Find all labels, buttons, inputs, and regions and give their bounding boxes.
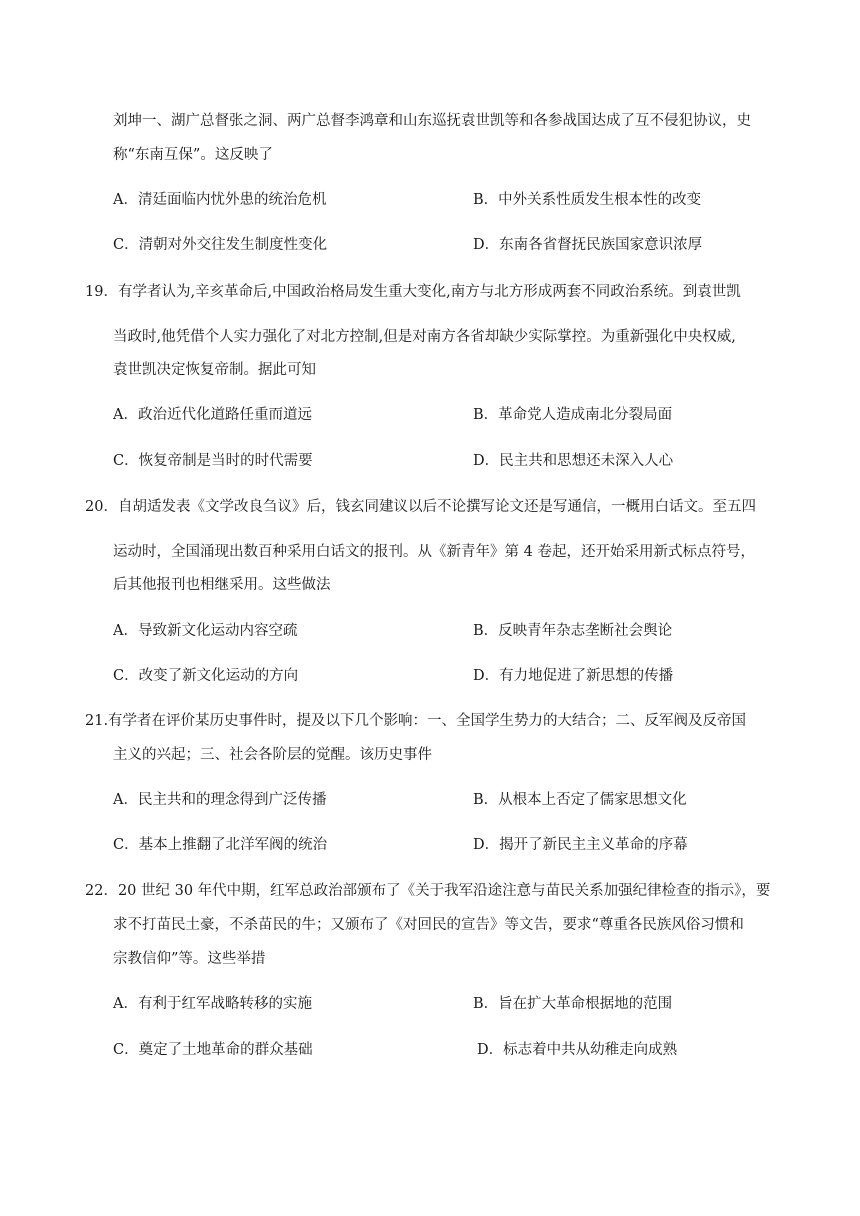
question-18-option-c: C．清朝对外交往发生制度性变化 <box>113 237 328 253</box>
question-18-option-d: D．东南各省督抚民族国家意识浓厚 <box>473 237 703 253</box>
question-19-option-c: C．恢复帝制是当时的时代需要 <box>113 453 313 469</box>
question-20-stem-line-3: 后其他报刊也相继采用。这些做法 <box>113 577 331 593</box>
question-22-stem-line-2: 求不打苗民土豪，不杀苗民的牛；又颁布了《对回民的宣告》等文告，要求“尊重各民族风俗习惯和 <box>113 917 744 933</box>
question-20-option-a: A．导致新文化运动内容空疏 <box>113 623 298 639</box>
question-19-stem-line-3: 袁世凯决定恢复帝制。据此可知 <box>113 362 316 378</box>
question-21-option-b: B．从根本上否定了儒家思想文化 <box>473 792 687 808</box>
question-19-stem-line-2: 当政时,他凭借个人实力强化了对北方控制,但是对南方各省却缺少实际掌控。为重新强化中央权威, <box>113 329 736 345</box>
question-19-stem-line-1: 19．有学者认为,辛亥革命后,中国政治格局发生重大变化,南方与北方形成两套不同政治系统。到袁世凯 <box>85 284 741 300</box>
question-20-stem-line-1: 20．自胡适发表《文学改良刍议》后，钱玄同建议以后不论撰写论文还是写通信，一概用白话文。至五四 <box>85 499 756 515</box>
question-21-option-a: A．民主共和的理念得到广泛传播 <box>113 792 327 808</box>
question-21-option-c: C．基本上推翻了北洋军阀的统治 <box>113 837 328 853</box>
question-22-option-b: B．旨在扩大革命根据地的范围 <box>473 996 673 1012</box>
question-21-stem-line-1: 21.有学者在评价某历史事件时，提及以下几个影响：一、全国学生势力的大结合；二、反军阀及反帝国 <box>85 713 747 729</box>
question-19-option-a: A．政治近代化道路任重而道远 <box>113 407 312 423</box>
question-20-option-b: B．反映青年杂志垄断社会舆论 <box>473 623 673 639</box>
question-18-stem-line-1: 刘坤一、湖广总督张之洞、两广总督李鸿章和山东巡抚袁世凯等和各参战国达成了互不侵犯协议，史 <box>113 113 751 129</box>
question-22-stem-line-3: 宗教信仰”等。这些举措 <box>113 951 266 967</box>
question-20-stem-line-2: 运动时，全国涌现出数百种采用白话文的报刊。从《新青年》第 4 卷起，还开始采用新式标点符号， <box>113 544 755 560</box>
question-18-stem-line-2: 称“东南互保”。这反映了 <box>113 147 273 163</box>
question-19-option-b: B．革命党人造成南北分裂局面 <box>473 407 673 423</box>
question-20-option-c: C．改变了新文化运动的方向 <box>113 668 299 684</box>
question-18-option-a: A．清廷面临内忧外患的统治危机 <box>113 192 327 208</box>
question-18-option-b: B．中外关系性质发生根本性的改变 <box>473 192 702 208</box>
question-21-stem-line-2: 主义的兴起；三、社会各阶层的觉醒。该历史事件 <box>113 747 432 763</box>
question-22-option-a: A．有利于红军战略转移的实施 <box>113 996 312 1012</box>
question-22-option-d: D．标志着中共从幼稚走向成熟 <box>477 1042 678 1058</box>
question-22-stem-line-1: 22．20 世纪 30 年代中期，红军总政治部颁布了《关于我军沿途注意与苗民关系加强纪律检查的指示》，要 <box>85 883 771 899</box>
question-22-option-c: C．奠定了土地革命的群众基础 <box>113 1042 313 1058</box>
question-19-option-d: D．民主共和思想还未深入人心 <box>473 453 674 469</box>
question-20-option-d: D．有力地促进了新思想的传播 <box>473 668 674 684</box>
question-21-option-d: D．揭开了新民主主义革命的序幕 <box>473 837 688 853</box>
